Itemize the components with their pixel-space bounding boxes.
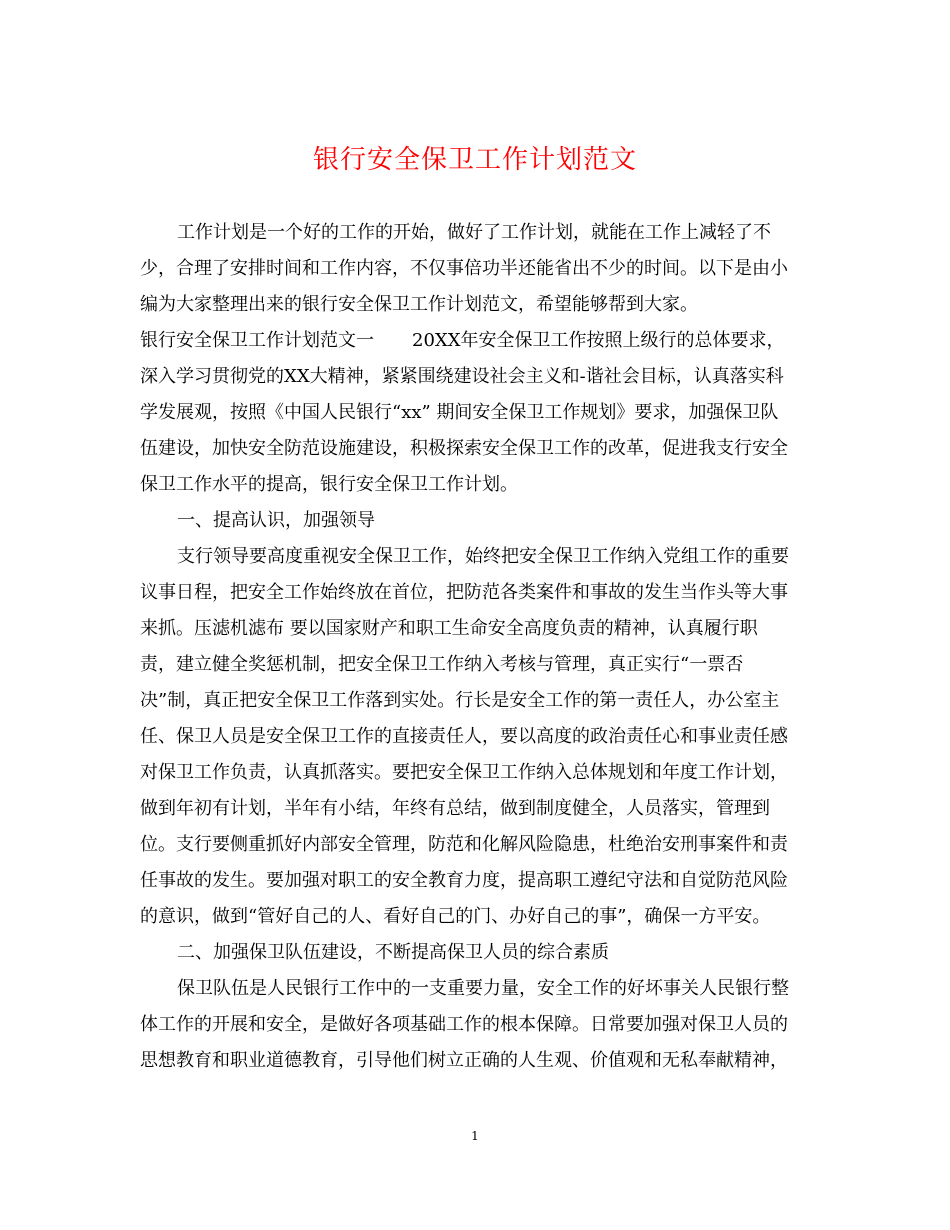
paragraph-line: 工作计划是一个好的工作的开始，做好了工作计划，就能在工作上减轻了不 bbox=[177, 222, 771, 243]
paragraph-line: 对保卫工作负责，认真抓落实。要把安全保卫工作纳入总体规划和年度工作计划， bbox=[140, 762, 788, 783]
paragraph-line: 编为大家整理出来的银行安全保卫工作计划范文，希望能够帮到大家。 bbox=[140, 294, 698, 315]
paragraph-line: 来抓。压滤机滤布 要以国家财产和职工生命安全高度负责的精神，认真履行职 bbox=[140, 618, 758, 639]
page-number: 1 bbox=[471, 1129, 479, 1143]
paragraph-line: 体工作的开展和安全，是做好各项基础工作的根本保障。日常要加强对保卫人员的 bbox=[140, 1014, 788, 1035]
paragraph-line: 做到年初有计划，半年有小结，年终有总结，做到制度健全，人员落实，管理到 bbox=[140, 798, 770, 819]
paragraph-line: 议事日程，把安全工作始终放在首位，把防范各类案件和事故的发生当作头等大事 bbox=[140, 582, 788, 603]
paragraph-line: 保卫队伍是人民银行工作中的一支重要力量，安全工作的好坏事关人民银行整 bbox=[177, 978, 789, 999]
paragraph-line: 责，建立健全奖惩机制，把安全保卫工作纳入考核与管理，真正实行“一票否 bbox=[140, 654, 744, 675]
paragraph-line: 思想教育和职业道德教育，引导他们树立正确的人生观、价值观和无私奉献精神， bbox=[140, 1050, 788, 1071]
section-heading: 二、加强保卫队伍建设，不断提高保卫人员的综合素质 bbox=[177, 942, 609, 963]
paragraph-line: 任事故的发生。要加强对职工的安全教育力度，提高职工遵纪守法和自觉防范风险 bbox=[140, 870, 788, 891]
paragraph-line: 的意识，做到“管好自己的人、看好自己的门、办好自己的事”，确保一方平安。 bbox=[140, 906, 771, 927]
paragraph-line: 任、保卫人员是安全保卫工作的直接责任人，要以高度的政治责任心和事业责任感 bbox=[140, 726, 788, 747]
paragraph-line: 学发展观，按照《中国人民银行“xx” 期间安全保卫工作规划》要求，加强保卫队 bbox=[140, 402, 779, 423]
paragraph-text: 20XX年安全保卫工作按照上级行的总体要求， bbox=[412, 330, 785, 351]
paragraph-line: 决”制，真正把安全保卫工作落到实处。行长是安全工作的第一责任人，办公室主 bbox=[140, 690, 780, 711]
paragraph-line: 少，合理了安排时间和工作内容，不仅事倍功半还能省出不少的时间。以下是由小 bbox=[140, 258, 788, 279]
section-heading: 银行安全保卫工作计划范文一 bbox=[140, 330, 374, 351]
paragraph-line: 伍建设，加快安全防范设施建设，积极探索安全保卫工作的改革，促进我支行安全 bbox=[140, 438, 788, 459]
paragraph-line: 保卫工作水平的提高，银行安全保卫工作计划。 bbox=[140, 474, 518, 495]
paragraph-line: 深入学习贯彻党的XX大精神，紧紧围绕建设社会主义和-谐社会目标，认真落实科 bbox=[140, 366, 784, 387]
section-heading: 一、提高认识，加强领导 bbox=[177, 510, 375, 531]
paragraph-line: 支行领导要高度重视安全保卫工作，始终把安全保卫工作纳入党组工作的重要 bbox=[177, 546, 789, 567]
section-line bbox=[140, 324, 785, 358]
document-title: 银行安全保卫工作计划范文 bbox=[312, 145, 637, 175]
paragraph-line: 位。支行要侧重抓好内部安全管理，防范和化解风险隐患，杜绝治安刑事案件和责 bbox=[140, 834, 788, 855]
